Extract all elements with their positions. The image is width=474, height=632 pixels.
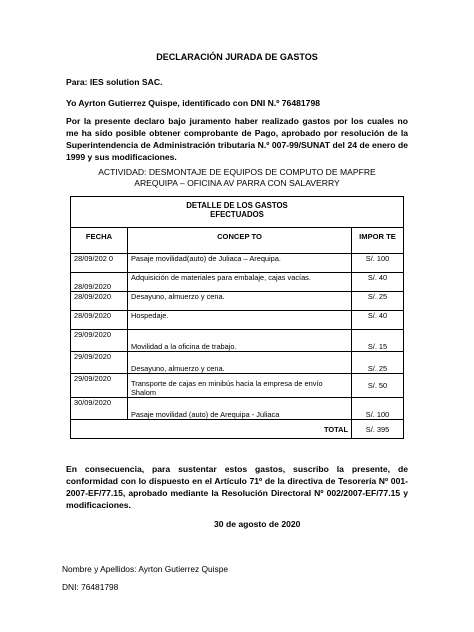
- table-row: [71, 311, 404, 330]
- row-concept: Desayuno, almuerzo y cena.: [128, 292, 352, 311]
- row-amount: S/. 50: [352, 374, 404, 398]
- column-header-fecha: FECHA: [71, 228, 128, 254]
- row-concept: Pasaje movilidad(auto) de Juliaca – Arequipa.: [128, 254, 352, 273]
- table-row: [71, 292, 404, 311]
- activity-line-2: AREQUIPA – OFICINA AV PARRA CON SALAVERRY: [134, 178, 340, 188]
- signature-name: Nombre y Apellidos: Ayrton Gutierrez Quispe: [62, 564, 229, 574]
- recipient-line: Para: IES solution SAC.: [66, 77, 163, 87]
- document-date: 30 de agosto de 2020: [214, 519, 301, 529]
- table-row: [71, 330, 404, 352]
- row-date: 30/09/2020: [71, 398, 128, 420]
- declarant-line: Yo Ayrton Gutierrez Quispe, identificado con DNI N.º 76481798: [66, 98, 321, 108]
- row-concept: Transporte de cajas en minibús hacia la empresa de envío Shalom: [128, 374, 352, 398]
- row-concept: Movilidad a la oficina de trabajo.: [128, 330, 352, 352]
- expense-table: [70, 196, 404, 439]
- row-amount: S/. 25: [352, 292, 404, 311]
- row-amount: S/. 100: [352, 398, 404, 420]
- table-row: [71, 254, 404, 273]
- row-amount: S/. 25: [352, 352, 404, 374]
- table-row: [71, 352, 404, 374]
- row-amount: S/. 15: [352, 330, 404, 352]
- activity-line-1: ACTIVIDAD: DESMONTAJE DE EQUIPOS DE COMPUTO DE MAPFRE: [98, 167, 376, 177]
- table-row: [71, 273, 404, 292]
- row-concept: Hospedaje.: [128, 311, 352, 330]
- column-header-importe: IMPOR TE: [352, 228, 404, 254]
- row-date: 28/09/202 0: [71, 254, 128, 273]
- expense-table-title: DETALLE DE LOS GASTOS EFECTUADOS: [71, 197, 404, 228]
- declaration-paragraph: Por la presente declaro bajo juramento haber realizado gastos por los cuales no me ha sido posible obtener comprobante de Pago, aprobado por resolución de la Superintendencia de Administración tributaria N.º 007-99/SUNAT del 24 de enero de 1999 y sus modificaciones.: [66, 116, 408, 162]
- row-concept: Desayuno, almuerzo y cena.: [128, 352, 352, 374]
- activity-block: [66, 167, 408, 189]
- table-row: [71, 374, 404, 398]
- row-concept: Pasaje movilidad (auto) de Arequipa - Juliaca: [128, 398, 352, 420]
- row-date: 28/09/2020: [71, 311, 128, 330]
- total-row: [71, 420, 404, 439]
- row-amount: S/. 40: [352, 311, 404, 330]
- row-date: 28/09/2020: [71, 273, 128, 292]
- row-date: 29/09/2020: [71, 374, 128, 398]
- total-amount: S/. 395: [352, 420, 404, 439]
- column-header-concepto: CONCEP TO: [128, 228, 352, 254]
- row-date: 28/09/2020: [71, 292, 128, 311]
- row-amount: S/. 40: [352, 273, 404, 292]
- row-amount: S/. 100: [352, 254, 404, 273]
- row-date: 29/09/2020: [71, 330, 128, 352]
- signature-dni: DNI: 76481798: [62, 582, 119, 592]
- document-title: DECLARACIÓN JURADA DE GASTOS: [156, 52, 318, 62]
- conclusion-paragraph: En consecuencia, para sustentar estos gastos, suscribo la presente, de conformidad con lo dispuesto en el Artículo 71º de la directiva de Tesorería Nº 001-2007-EF/77.15, aprobado mediante la Resolución Directoral Nº 002/2007-EF/77.15 y modificaciones.: [66, 464, 408, 510]
- table-row: [71, 398, 404, 420]
- row-concept: Adquisición de materiales para embalaje, cajas vacías.: [128, 273, 352, 292]
- row-date: 29/09/2020: [71, 352, 128, 374]
- total-label: TOTAL: [71, 420, 352, 439]
